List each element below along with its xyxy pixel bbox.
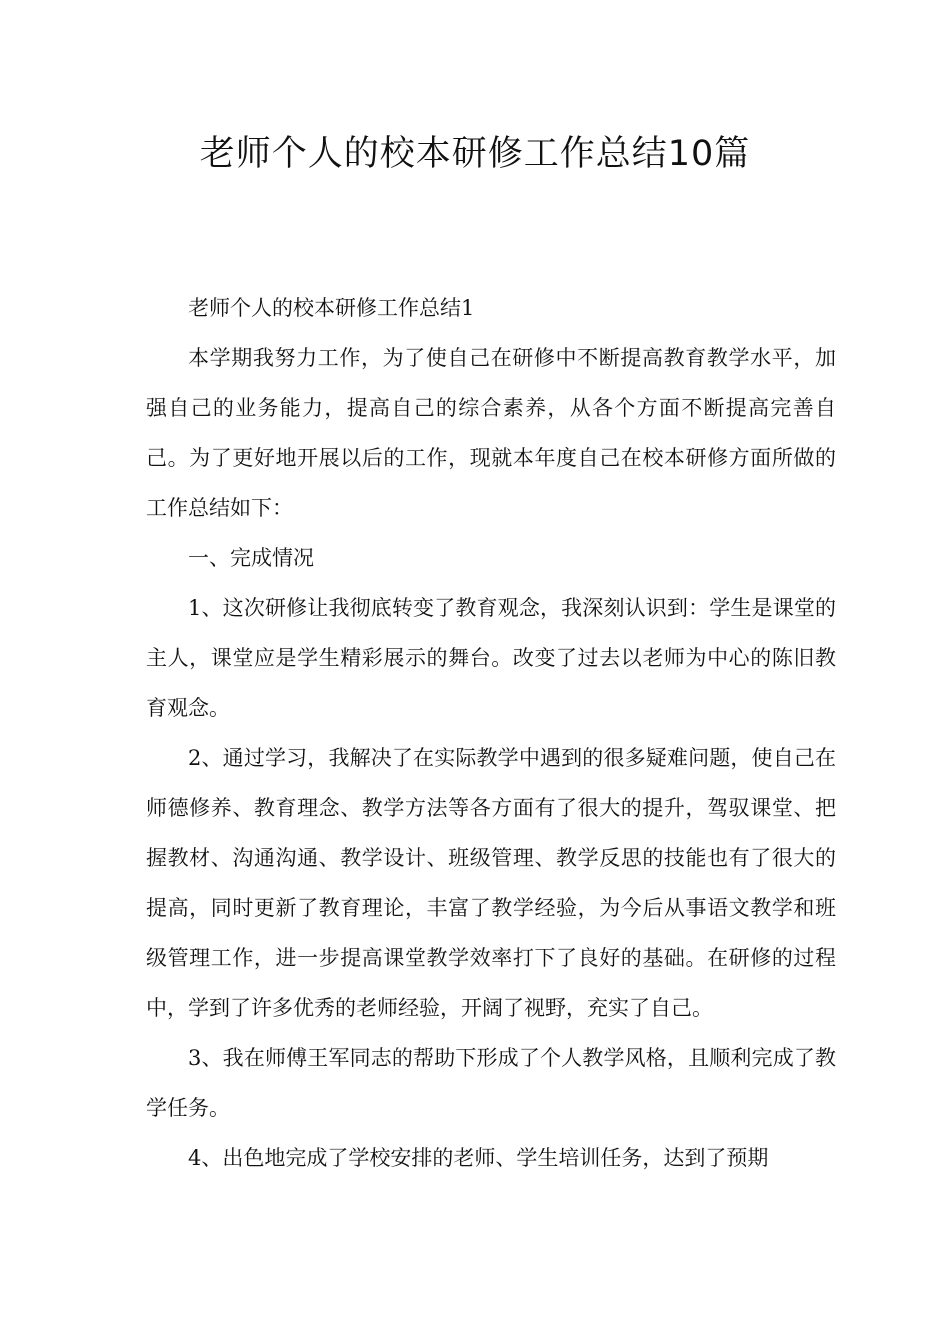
paragraph-item-4: 4、出色地完成了学校安排的老师、学生培训任务，达到了预期 (188, 1146, 769, 1170)
paragraph-item-2: 2、通过学习，我解决了在实际教学中遇到的很多疑难问题，使自己在师德修养、教育理念、教学方法等各方面有了很大的提升，驾驭课堂、把握教材、沟通沟通、教学设计、班级管理、教学反思的技能也有了很大的提高，同时更新了教育理论，丰富了教学经验，为今后从事语文教学和班级管理工作，进一步提高课堂教学效率打下了良好的基础。在研修的过程中，学到了许多优秀的老师经验，开阔了视野，充实了自己。 (146, 746, 836, 1020)
document-body (146, 283, 836, 1183)
subsection-heading: 一、完成情况 (188, 546, 314, 570)
document-title: 老师个人的校本研修工作总结10篇 (199, 134, 751, 174)
paragraph-item-3: 3、我在师傅王军同志的帮助下形成了个人教学风格，且顺利完成了教学任务。 (146, 1046, 836, 1120)
intro-paragraph: 本学期我努力工作，为了使自己在研修中不断提高教育教学水平，加强自己的业务能力，提高自己的综合素养，从各个方面不断提高完善自己。为了更好地开展以后的工作，现就本年度自己在校本研修方面所做的工作总结如下： (146, 346, 836, 520)
section-heading: 老师个人的校本研修工作总结1 (188, 296, 475, 320)
paragraph-item-1: 1、这次研修让我彻底转变了教育观念，我深刻认识到：学生是课堂的主人，课堂应是学生精彩展示的舞台。改变了过去以老师为中心的陈旧教育观念。 (146, 596, 836, 720)
